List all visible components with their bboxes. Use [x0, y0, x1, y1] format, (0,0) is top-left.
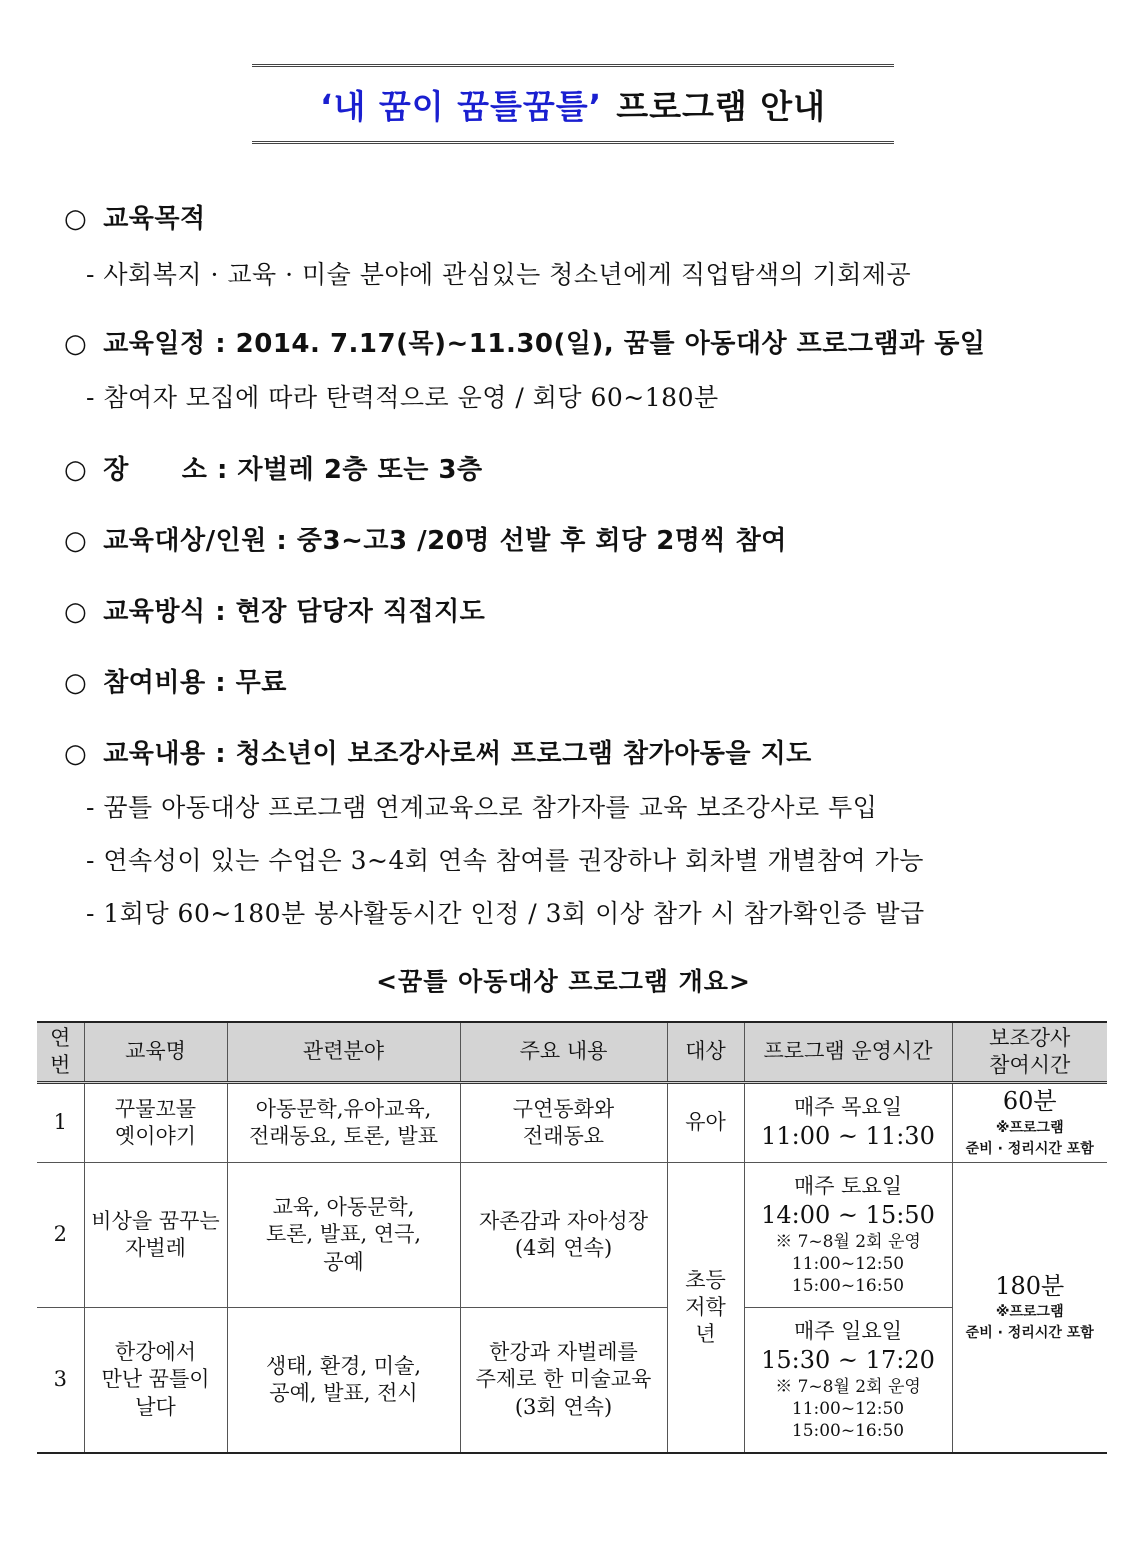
- header-schedule: 프로그램 운영시간: [744, 1022, 952, 1083]
- header-target: 대상: [667, 1022, 744, 1083]
- bullet-circle: ○: [64, 668, 88, 698]
- header-field: 관련분야: [227, 1022, 460, 1083]
- bullet-circle: ○: [64, 204, 88, 234]
- header-content: 주요 내용: [460, 1022, 667, 1083]
- header-assistant: 보조강사 참여시간: [952, 1022, 1107, 1083]
- cell-content: 자존감과 자아성장 (4회 연속): [460, 1163, 667, 1308]
- cell-name: 비상을 꿈꾸는 자벌레: [84, 1163, 227, 1308]
- section-heading: 장 소 : 자벌레 2층 또는 3층: [103, 455, 483, 485]
- cell-content: 한강과 자벌레를 주제로 한 미술교육 (3회 연속): [460, 1308, 667, 1454]
- table-header-row: [37, 1022, 1107, 1083]
- bullet-circle: ○: [64, 455, 88, 485]
- section-schedule: [64, 323, 985, 360]
- bullet-circle: ○: [64, 526, 88, 556]
- table-row: [37, 1163, 1107, 1308]
- cell-field: 아동문학,유아교육, 전래동요, 토론, 발표: [227, 1083, 460, 1163]
- section-sub: - 사회복지 · 교육 · 미술 분야에 관심있는 청소년에게 직업탐색의 기회제공: [86, 260, 912, 289]
- section-sub: - 1회당 60~180분 봉사활동시간 인정 / 3회 이상 참가 시 참가확인증 발급: [86, 899, 925, 928]
- program-overview-table: [37, 1021, 1107, 1454]
- page-title: [252, 64, 894, 144]
- header-name: 교육명: [84, 1022, 227, 1083]
- section-sub: - 꿈틀 아동대상 프로그램 연계교육으로 참가자를 교육 보조강사로 투입: [86, 793, 878, 822]
- section-content: [64, 733, 812, 770]
- cell-schedule: 매주 토요일 14:00 ~ 15:50 ※ 7~8월 2회 운영 11:00~12:50 15:00~16:50: [744, 1163, 952, 1308]
- cell-assistant-time: 60분 ※프로그램 준비 · 정리시간 포함: [952, 1083, 1107, 1163]
- title-highlight: ‘내 꿈이 꿈틀꿈틀’: [320, 86, 603, 126]
- table-row: [37, 1083, 1107, 1163]
- section-sub: - 연속성이 있는 수업은 3~4회 연속 참여를 권장하나 회차별 개별참여 가능: [86, 846, 924, 875]
- section-heading: 교육방식 : 현장 담당자 직접지도: [103, 597, 486, 627]
- section-heading: 참여비용 : 무료: [103, 668, 287, 698]
- cell-no: 3: [37, 1308, 84, 1454]
- bullet-circle: ○: [64, 739, 88, 769]
- section-location: [64, 449, 483, 486]
- section-heading: 교육대상/인원 : 중3~고3 /20명 선발 후 회당 2명씩 참여: [103, 526, 787, 556]
- cell-name: 한강에서 만난 꿈틀이 날다: [84, 1308, 227, 1454]
- section-heading: 교육일정 : 2014. 7.17(목)~11.30(일), 꿈틀 아동대상 프로그램과 동일: [103, 329, 986, 359]
- bullet-circle: ○: [64, 329, 88, 359]
- title-rest: 프로그램 안내: [616, 86, 826, 126]
- cell-content: 구연동화와 전래동요: [460, 1083, 667, 1163]
- cell-name: 꾸물꼬물 옛이야기: [84, 1083, 227, 1163]
- cell-no: 2: [37, 1163, 84, 1308]
- cell-no: 1: [37, 1083, 84, 1163]
- cell-target: 초등 저학년: [667, 1163, 744, 1454]
- cell-assistant-time: 180분 ※프로그램 준비 · 정리시간 포함: [952, 1163, 1107, 1454]
- cell-field: 교육, 아동문학, 토론, 발표, 연극, 공예: [227, 1163, 460, 1308]
- section-heading: 교육내용 : 청소년이 보조강사로써 프로그램 참가아동을 지도: [103, 739, 812, 769]
- cell-schedule: 매주 목요일 11:00 ~ 11:30: [744, 1083, 952, 1163]
- section-sub: - 참여자 모집에 따라 탄력적으로 운영 / 회당 60~180분: [86, 383, 719, 412]
- cell-field: 생태, 환경, 미술, 공예, 발표, 전시: [227, 1308, 460, 1454]
- section-target: [64, 520, 787, 557]
- section-cost: [64, 662, 287, 699]
- bullet-circle: ○: [64, 597, 88, 627]
- table-row: [37, 1308, 1107, 1454]
- section-heading: 교육목적: [103, 204, 206, 234]
- cell-target: 유아: [667, 1083, 744, 1163]
- section-purpose: [64, 198, 206, 235]
- table-caption: <꿈틀 아동대상 프로그램 개요>: [376, 967, 751, 996]
- header-no: 연 번: [37, 1022, 84, 1083]
- cell-schedule: 매주 일요일 15:30 ~ 17:20 ※ 7~8월 2회 운영 11:00~12:50 15:00~16:50: [744, 1308, 952, 1454]
- section-method: [64, 591, 485, 628]
